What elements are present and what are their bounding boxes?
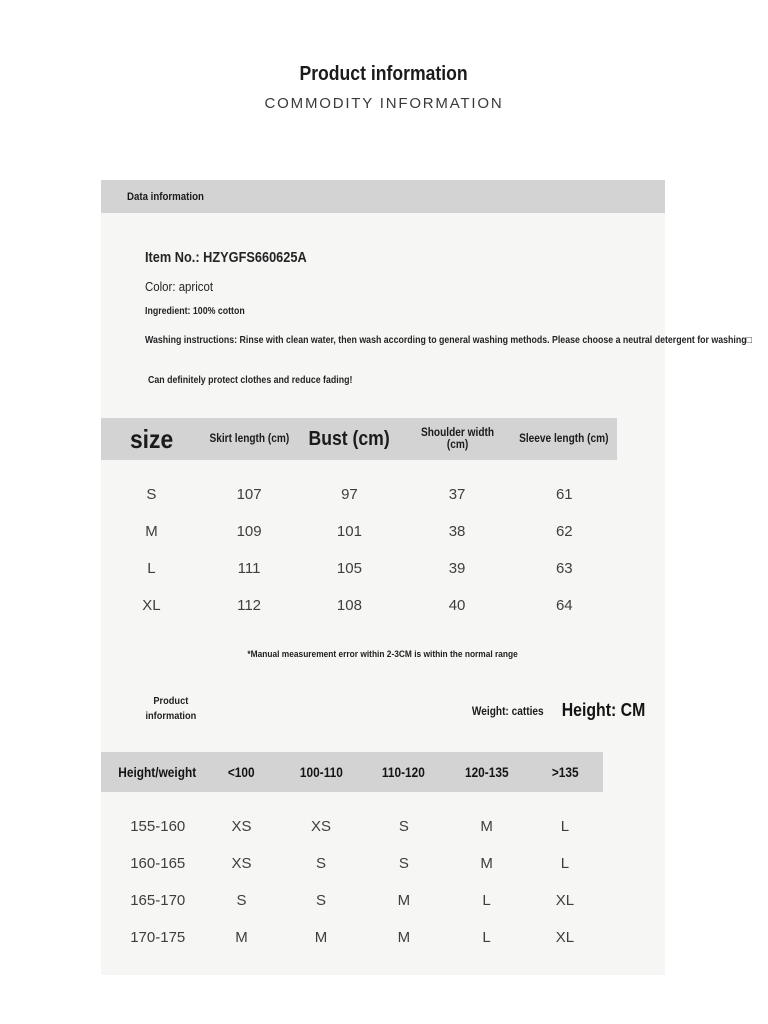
washing-note-text: Can definitely protect clothes and reduce fading! (148, 375, 353, 386)
table-cell: 111 (237, 560, 261, 577)
table-cell: M (145, 523, 158, 540)
table-cell: S (315, 892, 326, 909)
size-table-header (101, 418, 617, 460)
size-table-body (101, 460, 665, 624)
table-cell: 170-175 (130, 929, 186, 946)
table-cell: 101 (336, 523, 362, 540)
table-cell: 64 (555, 597, 573, 614)
fit-header-lt100: <100 (228, 764, 255, 780)
table-cell: XS (231, 855, 252, 872)
table-cell: M (397, 929, 411, 946)
table-cell: M (480, 855, 493, 872)
table-row (101, 513, 617, 550)
size-header-sleeve-length: Sleeve length (cm) (519, 433, 610, 445)
fit-table-label-line2: information (145, 710, 197, 722)
table-cell: XL (142, 597, 161, 614)
washing-instructions-text: Washing instructions: Rinse with clean water, then wash according to general washing methods. Please choose a neutral detergent for washing□ (145, 335, 752, 346)
table-cell: L (560, 855, 570, 872)
table-cell: 63 (555, 560, 573, 577)
table-row (101, 476, 617, 513)
table-row (101, 919, 603, 956)
table-cell: 109 (236, 523, 262, 540)
table-row (101, 550, 617, 587)
table-cell: L (147, 560, 156, 577)
color-line (145, 278, 665, 295)
table-cell: XS (231, 818, 252, 835)
table-cell: L (482, 929, 491, 946)
page-subtitle: COMMODITY INFORMATION (264, 95, 504, 112)
table-cell: 112 (237, 597, 262, 614)
fit-table-label (119, 694, 223, 724)
table-cell: 107 (236, 486, 262, 503)
fit-header-height-weight: Height/weight (118, 764, 197, 780)
table-cell: S (398, 818, 409, 835)
measurement-note-text: *Manual measurement error within 2-3CM is within the normal range (247, 649, 519, 660)
table-cell: 165-170 (130, 892, 186, 909)
fit-table-body (101, 792, 665, 975)
table-cell: S (236, 892, 247, 909)
table-cell: XL (555, 929, 575, 946)
weight-unit-label: Weight: catties (472, 706, 544, 718)
measurement-note (101, 649, 665, 660)
table-row (101, 808, 603, 845)
fit-table-header (101, 752, 603, 792)
table-cell: XS (310, 818, 331, 835)
table-cell: XL (555, 892, 575, 909)
item-number-text: Item No.: HZYGFS660625A (145, 250, 307, 266)
table-cell: 108 (336, 597, 362, 614)
table-cell: 62 (555, 523, 573, 540)
size-header-skirt-length: Skirt length (cm) (209, 433, 289, 445)
data-information-body (101, 213, 752, 418)
page-title-text: Product information (299, 63, 469, 85)
size-header-size: size (129, 423, 174, 454)
table-row (101, 882, 603, 919)
table-cell: 39 (448, 560, 466, 577)
product-info-panel (101, 180, 752, 975)
table-row (101, 845, 603, 882)
fit-table-label-line1: Product (153, 695, 189, 707)
table-cell: S (315, 855, 326, 872)
table-cell: M (314, 929, 328, 946)
table-cell: S (146, 486, 157, 503)
data-information-header (101, 180, 665, 213)
fit-header-gt135: >135 (551, 764, 579, 780)
washing-instructions-line (145, 334, 752, 348)
height-unit-label: Height: CM (561, 700, 645, 720)
washing-note-line (145, 374, 665, 388)
table-cell: S (398, 855, 409, 872)
fit-header-110-120: 110-120 (382, 764, 426, 780)
data-information-header-label: Data information (127, 190, 204, 203)
table-cell: 40 (448, 597, 466, 614)
page-header (0, 0, 768, 114)
table-cell: 37 (448, 486, 466, 503)
table-cell: M (480, 818, 493, 835)
size-header-shoulder-width: Shoulder width (cm) (420, 427, 494, 451)
table-cell: M (235, 929, 248, 946)
table-cell: 160-165 (130, 855, 186, 872)
table-cell: 61 (555, 486, 573, 503)
table-cell: L (482, 892, 491, 909)
fit-table-caption (101, 660, 665, 752)
table-cell: 38 (448, 523, 466, 540)
page-title (0, 62, 768, 86)
fit-header-120-135: 120-135 (464, 764, 509, 780)
table-cell: 105 (336, 560, 362, 577)
item-number-line (145, 249, 665, 267)
table-cell: L (560, 818, 570, 835)
size-header-bust: Bust (cm) (308, 427, 390, 450)
table-cell: M (397, 892, 411, 909)
table-cell: 155-160 (130, 818, 186, 835)
ingredient-text: Ingredient: 100% cotton (145, 306, 245, 317)
color-text: Color: apricot (145, 279, 214, 294)
ingredient-line (145, 305, 665, 319)
fit-header-100-110: 100-110 (299, 764, 343, 780)
table-cell: 97 (341, 486, 358, 503)
table-row (101, 587, 617, 624)
